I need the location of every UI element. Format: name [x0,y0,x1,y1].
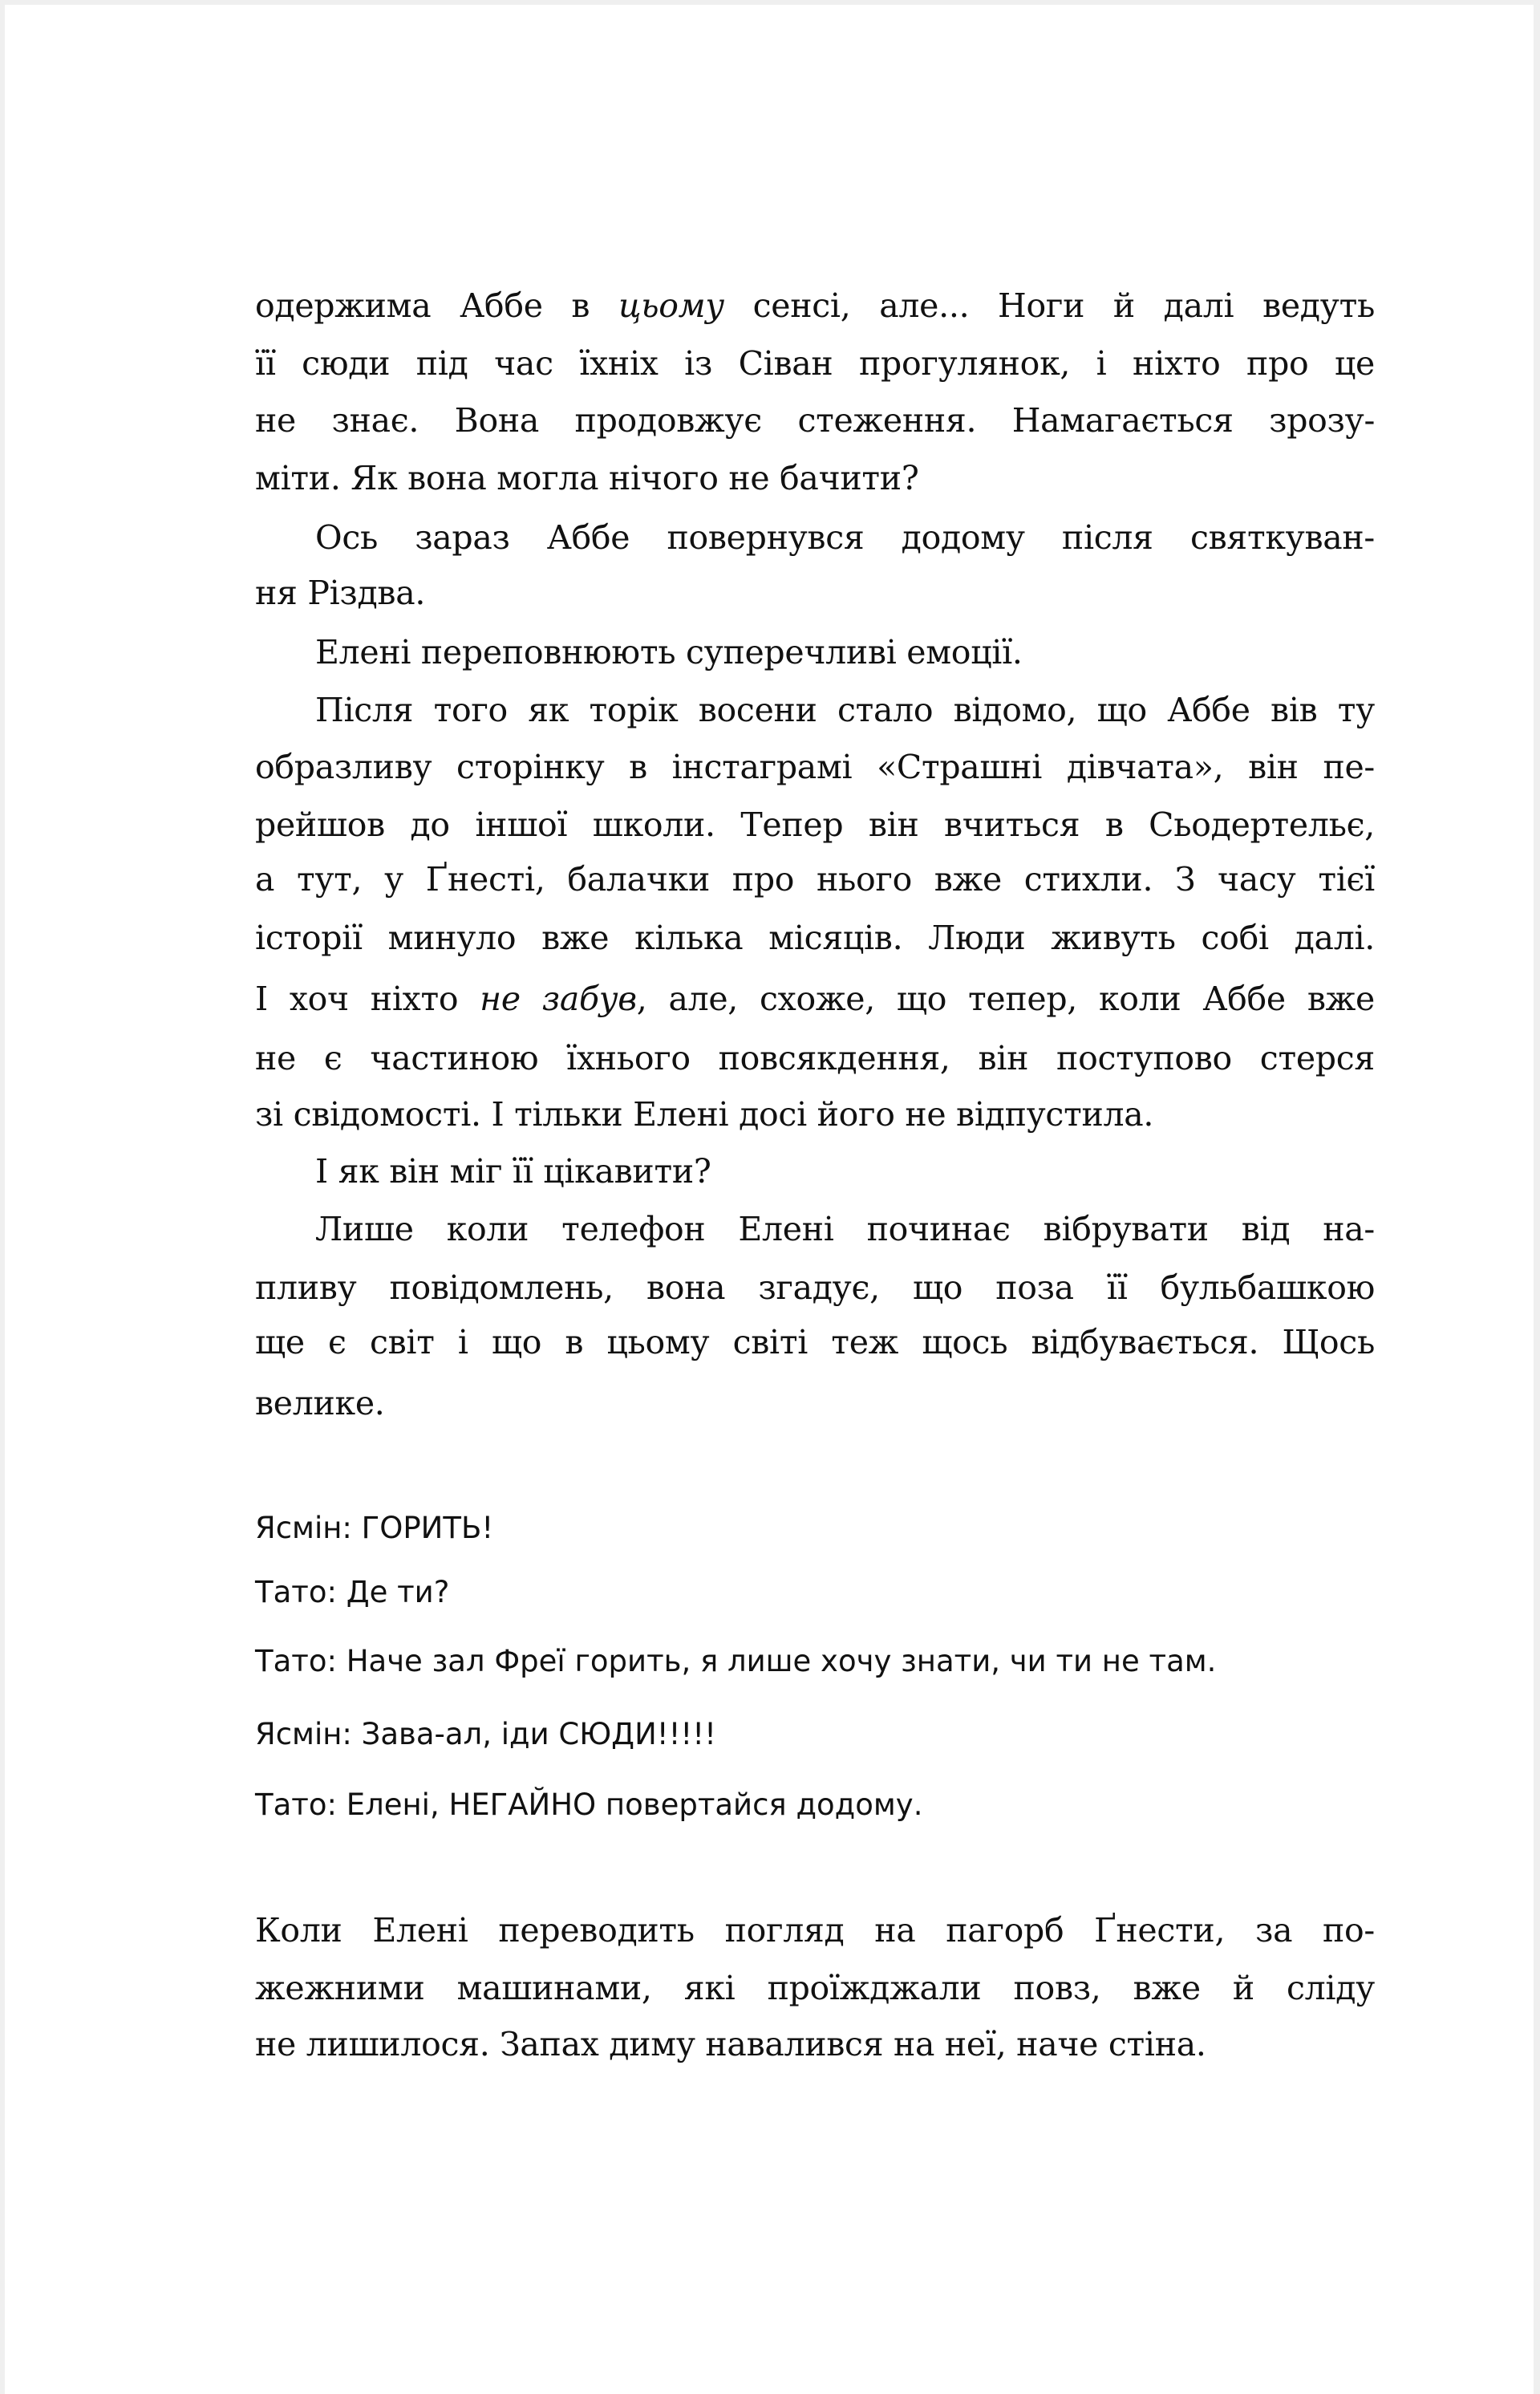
text-line: не є частиною їхнього повсякдення, він поступово стерся [255,1039,1375,1077]
chat-message: Ясмін: Зава-ал, іди СЮДИ!!!!! [255,1717,716,1751]
emphasis: не забув [480,980,637,1018]
text-line: одержима Аббе в цьому сенсі, але... Ноги й далі ведуть [255,286,1375,325]
text-line: зі свідомості. І тільки Елені досі його не відпустила. [255,1095,1154,1134]
text-line: ще є світ і що в цьому світі теж щось відбувається. Щось [255,1323,1375,1361]
chat-message: Тато: Елені, НЕГАЙНО повертайся додому. [255,1787,923,1822]
text-line: Елені переповнюють суперечливі емоції. [315,633,1023,672]
text-line: ня Різдва. [255,574,426,612]
text-line: а тут, у Ґнесті, балачки про нього вже стихли. З часу тієї [255,860,1375,899]
text-line: Лише коли телефон Елені починає вібрувати від на- [315,1210,1375,1248]
text-line: І як він міг її цікавити? [315,1152,711,1191]
emphasis: цьому [618,286,724,325]
text-line: І хоч ніхто не забув, але, схоже, що тепер, коли Аббе вже [255,980,1375,1018]
chat-message: Тато: Де ти? [255,1575,450,1609]
text-line: пливу повідомлень, вона згадує, що поза її бульбашкою [255,1268,1375,1307]
text-line: образливу сторінку в інстаграмі «Страшні дівчата», він пе- [255,748,1375,786]
text-line: Після того як торік восени стало відомо, що Аббе вів ту [315,691,1375,729]
text-line: міти. Як вона могла нічого не бачити? [255,459,919,497]
text-line: Коли Елені переводить погляд на пагорб Ґнести, за по- [255,1911,1375,1950]
text-line: Ось зараз Аббе повернувся додому після святкуван- [315,518,1375,557]
text-line: рейшов до іншої школи. Тепер він вчиться в Сьодертельє, [255,805,1375,844]
text-line: не знає. Вона продовжує стеження. Намагається зрозу- [255,401,1375,440]
text-line: не лишилося. Запах диму навалився на неї, наче стіна. [255,2025,1206,2063]
text-line: історії минуло вже кілька місяців. Люди живуть собі далі. [255,919,1375,957]
text-line: велике. [255,1384,385,1422]
chat-message: Тато: Наче зал Фреї горить, я лише хочу знати, чи ти не там. [255,1644,1217,1678]
text-line: її сюди під час їхніх із Сіван прогулянок, і ніхто про це [255,344,1375,383]
book-page [5,5,1534,2394]
text-line: жежними машинами, які проїжджали повз, вже й сліду [255,1969,1375,2007]
chat-message: Ясмін: ГОРИТЬ! [255,1511,494,1545]
